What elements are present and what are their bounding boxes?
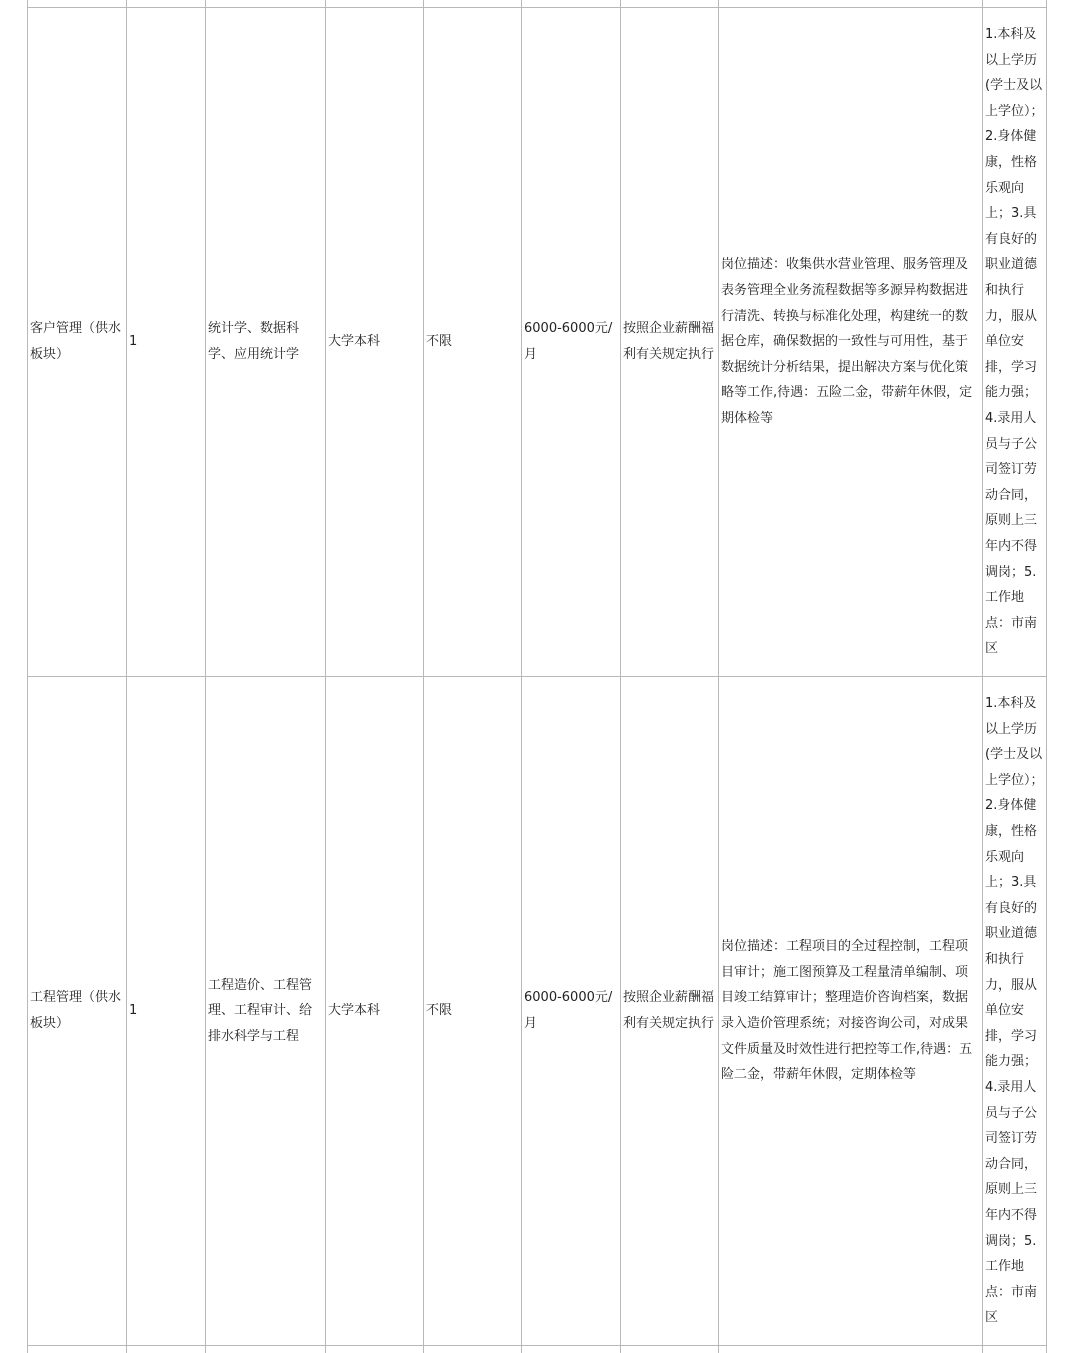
cell-requirements: 1.本科及以上学历(学士及以上学位）；2.身体健康，性格乐观向上；3.具有良好的职业道德和执行力，服从单位安排，学习能力强；4.录用人员与子公司签订劳动合同，原则上三年内不得调岗；5.工作地点：市南区 [985,696,1044,1326]
cell-major: 统计学、数据科学、应用统计学 [208,321,300,362]
cell-benefits: 按照企业薪酬福利有关规定执行 [623,990,715,1031]
cell-count: 1 [129,1003,138,1019]
cell-education: 大学本科 [328,334,381,350]
cell-description: 岗位描述：收集供水营业管理、服务管理及表务管理全业务流程数据等多源异构数据进行清洗、转换与标准化处理，构建统一的数据仓库，确保数据的一致性与可用性，基于数据统计分析结果，提出解决方案与优化策略等工作,待遇：五险二金，带薪年休假，定期体检等 [721,257,973,426]
cell-degree: 不限 [426,1003,453,1019]
grid-line [27,1345,1047,1346]
cell-position: 工程管理（供水板块） [30,990,122,1031]
cell-major: 工程造价、工程管理、工程审计、给排水科学与工程 [208,977,313,1044]
cell-position: 客户管理（供水板块） [30,321,122,362]
cell-salary: 6000-6000元/月 [524,990,613,1031]
cell-requirements: 1.本科及以上学历(学士及以上学位）；2.身体健康，性格乐观向上；3.具有良好的职业道德和执行力，服从单位安排，学习能力强；4.录用人员与子公司签订劳动合同，原则上三年内不得调岗；5.工作地点：市南区 [985,27,1044,657]
cell-education: 大学本科 [328,1003,381,1019]
cell-degree: 不限 [426,334,453,350]
cell-benefits: 按照企业薪酬福利有关规定执行 [623,321,715,362]
cell-description: 岗位描述：工程项目的全过程控制，工程项目审计；施工图预算及工程量清单编制、项目竣工结算审计；整理造价咨询档案，数据录入造价管理系统；对接咨询公司，对成果文件质量及时效性进行把控等工作,待遇：五险二金，带薪年休假，定期体检等 [721,939,973,1083]
cell-count: 1 [129,334,138,350]
cell-salary: 6000-6000元/月 [524,321,613,362]
